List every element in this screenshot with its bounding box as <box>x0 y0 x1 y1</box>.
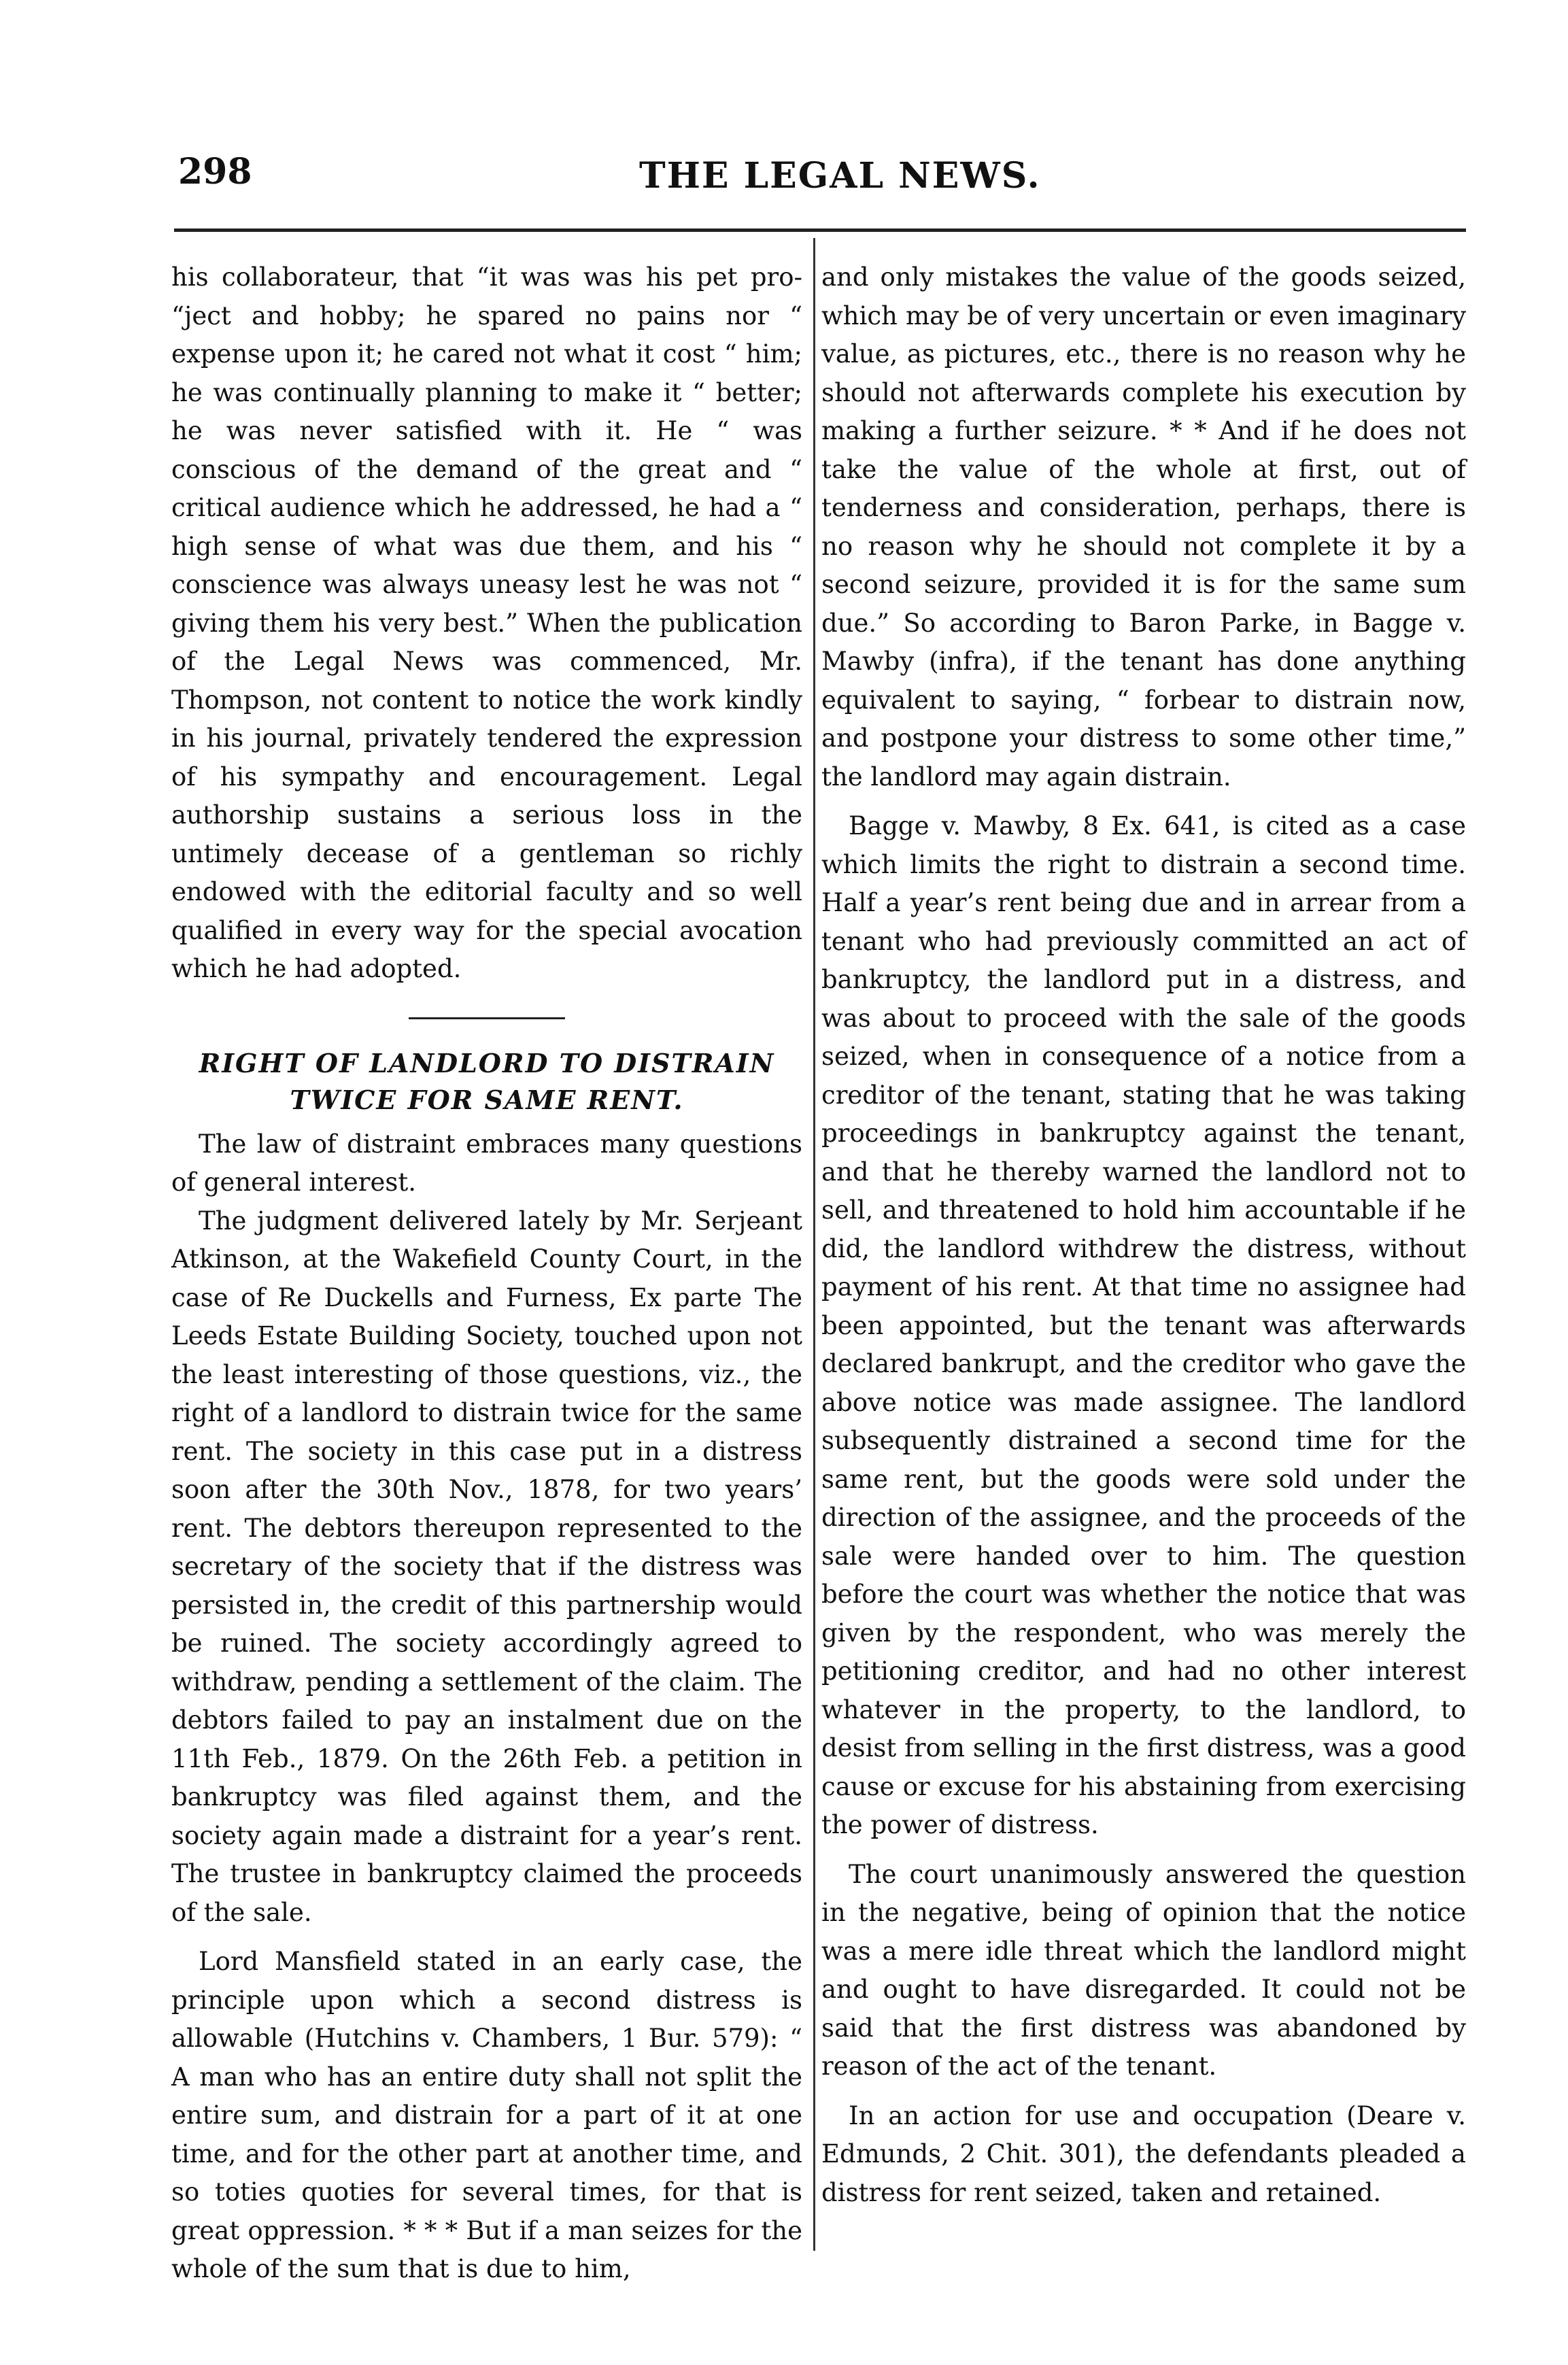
left-paragraph-2: The law of distraint embraces many questions of general interest. <box>171 1129 802 1197</box>
right-column <box>821 258 1466 2212</box>
left-paragraph-3: The judgment delivered lately by Mr. Serjeant Atkinson, at the Wakefield County Court, in the case of Re Duckells and Furness, Ex parte The Leeds Estate Building Society, touched upon not the least interesting of those questions, viz., the right of a landlord to distrain twice for the same rent. The society in this case put in a distress soon after the 30th Nov., 1878, for two years’ rent. The debtors thereupon represented to the secretary of the society that if the distress was persisted in, the credit of this partnership would be ruined. The society accordingly agreed to withdraw, pending a settlement of the claim. The debtors failed to pay an instalment due on the 11th Feb., 1879. On the 26th Feb. a petition in bankruptcy was filed against them, and the society again made a distraint for a year’s rent. The trustee in bankruptcy claimed the proceeds of the sale. <box>171 1206 802 1927</box>
right-paragraph-2: Bagge v. Mawby, 8 Ex. 641, is cited as a case which limits the right to distrain a second time. Half a year’s rent being due and in arrear from a tenant who had previously committed an act of bankruptcy, the landlord put in a distress, and was about to proceed with the sale of the goods seized, when in consequence of a notice from a creditor of the tenant, stating that he was taking proceedings in bankruptcy against the tenant, and that he thereby warned the landlord not to sell, and threatened to hold him accountable if he did, the landlord withdrew the distress, without payment of his rent. At that time no assignee had been appointed, but the tenant was afterwards declared bankrupt, and the creditor who gave the above notice was made assignee. The landlord subsequently distrained a second time for the same rent, but the goods were sold under the direction of the assignee, and the proceeds of the sale were handed over to him. The question before the court was whether the notice that was given by the respondent, who was merely the petitioning creditor, and had no other interest whatever in the property, to the landlord, to desist from selling in the first distress, was a good cause or excuse for his abstaining from exercising the power of distress. <box>821 811 1466 1839</box>
page-number: 298 <box>178 151 252 192</box>
right-paragraph-3: The court unanimously answered the question in the negative, being of opinion that the notice was a mere idle threat which the landlord might and ought to have disregarded. It could not be said that the first distress was abandoned by reason of the act of the tenant. <box>821 1859 1466 2081</box>
header-rule <box>174 228 1466 232</box>
left-paragraph-1: his collaborateur, that “it was was his pet pro- “ject and hobby; he spared no pains nor “ expense upon it; he cared not what it cost “ him; he was continually planning to make it “ better; he was never satisfied with it. He “ was conscious of the demand of the great and “ critical audience which he addressed, he had a “ high sense of what was due them, and his “ conscience was always uneasy lest he was not “ giving them his very best.” When the publication of the Legal News was commenced, Mr. Thompson, not content to notice the work kindly in his journal, privately tendered the expression of his sympathy and encouragement. Legal authorship sustains a serious loss in the untimely decease of a gentleman so richly endowed with the editorial faculty and so well qualified in every way for the special avocation which he had adopted. <box>171 262 802 983</box>
section-title <box>171 1045 802 1119</box>
left-column <box>171 258 802 2289</box>
running-title: THE LEGAL NEWS. <box>639 155 1041 197</box>
left-paragraph-4: Lord Mansfield stated in an early case, the principle upon which a second distress is allowable (Hutchins v. Chambers, 1 Bur. 579): “ A man who has an entire duty shall not split the entire sum, and distrain for a part of it at one time, and for the other part at another time, and so toties quoties for several times, for that is great oppression. * * * But if a man seizes for the whole of the sum that is due to him, <box>171 1947 802 2283</box>
section-divider <box>409 1017 565 1019</box>
right-paragraph-1: and only mistakes the value of the goods seized, which may be of very uncertain or even imaginary value, as pictures, etc., there is no reason why he should not afterwards complete his execution by making a further seizure. * * And if he does not take the value of the whole at first, out of tenderness and consideration, perhaps, there is no reason why he should not complete it by a second seizure, provided it is for the same sum due.” So according to Baron Parke, in Bagge v. Mawby (infra), if the tenant has done anything equivalent to saying, “ forbear to distrain now, and postpone your distress to some other time,” the landlord may again distrain. <box>821 262 1466 792</box>
section-title-line-1: RIGHT OF LANDLORD TO DISTRAIN <box>199 1047 775 1078</box>
section-title-line-2: TWICE FOR SAME RENT. <box>290 1084 684 1115</box>
page-header <box>0 151 1568 212</box>
right-paragraph-4: In an action for use and occupation (Deare v. Edmunds, 2 Chit. 301), the defendants pleaded a distress for rent seized, taken and retained. <box>821 2100 1466 2207</box>
column-divider <box>813 238 815 2251</box>
